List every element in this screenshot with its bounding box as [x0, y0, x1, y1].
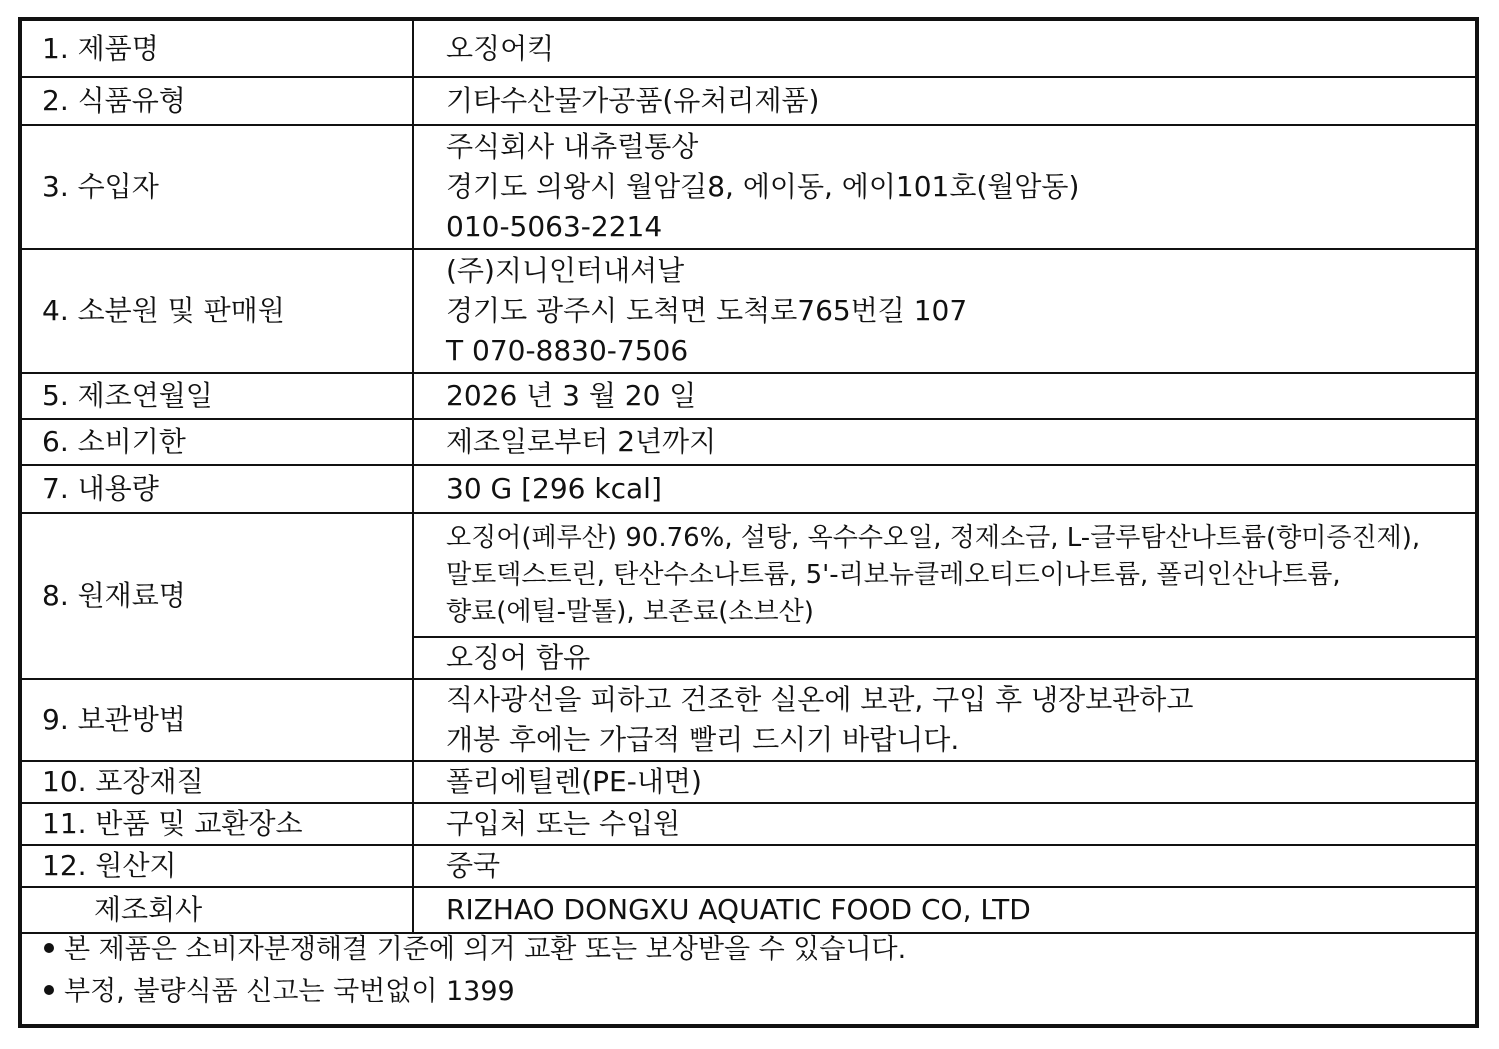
bullet-icon: [44, 985, 54, 995]
notice-list: [22, 929, 1475, 1013]
key-product-name: 1. 제품명: [22, 21, 413, 77]
key-packaging: 10. 포장재질: [22, 761, 413, 803]
value-line: 구입처 또는 수입원: [446, 807, 681, 840]
key-manufacture-date: 5. 제조연월일: [22, 373, 413, 419]
value-line: (주)지니인터내셔날: [446, 254, 685, 287]
row-distributor: [22, 249, 1475, 373]
bullet-icon: [44, 943, 54, 953]
row-importer: [22, 125, 1475, 249]
value-line: 2026 년 3 월 20 일: [446, 379, 697, 412]
row-manufacture-date: [22, 373, 1475, 419]
value-line: 직사광선을 피하고 건조한 실온에 보관, 구입 후 냉장보관하고: [446, 683, 1194, 716]
notice-item: [44, 971, 1475, 1013]
value-distributor: [413, 249, 1475, 373]
key-distributor: 4. 소분원 및 판매원: [22, 249, 413, 373]
value-ingredients: [413, 513, 1475, 637]
row-storage: [22, 679, 1475, 761]
value-manufacture-date: [413, 373, 1475, 419]
value-line: 제조일로부터 2년까지: [446, 425, 717, 458]
notice-text: 본 제품은 소비자분쟁해결 기준에 의거 교환 또는 보상받을 수 있습니다.: [64, 934, 907, 965]
allergen-text: 오징어 함유: [446, 641, 591, 674]
value-line: 기타수산물가공품(유처리제품): [446, 84, 820, 117]
value-line: 경기도 의왕시 월암길8, 에이동, 에이101호(월암동): [446, 170, 1080, 203]
value-line: 주식회사 내츄럴통상: [446, 130, 699, 163]
value-line: 중국: [446, 849, 501, 882]
value-manufacturer: [413, 887, 1475, 933]
value-packaging: [413, 761, 1475, 803]
key-return-place: 11. 반품 및 교환장소: [22, 803, 413, 845]
label-frame: [18, 17, 1479, 1028]
value-line: 개봉 후에는 가급적 빨리 드시기 바랍니다.: [446, 723, 960, 756]
value-food-type: [413, 77, 1475, 125]
key-ingredients: 8. 원재료명: [22, 513, 413, 679]
value-importer: [413, 125, 1475, 249]
key-storage: 9. 보관방법: [22, 679, 413, 761]
product-info-table: [22, 21, 1475, 934]
value-origin: [413, 845, 1475, 887]
row-net-content: [22, 465, 1475, 513]
row-expiry: [22, 419, 1475, 465]
value-line: 경기도 광주시 도척면 도척로765번길 107: [446, 294, 968, 327]
row-origin: [22, 845, 1475, 887]
value-net-content: [413, 465, 1475, 513]
value-storage: [413, 679, 1475, 761]
key-manufacturer: 제조회사: [22, 887, 413, 933]
value-line: 폴리에틸렌(PE-내면): [446, 765, 702, 798]
value-line: 오징어(페루산) 90.76%, 설탕, 옥수수오일, 정제소금, L-글루탐산나트륨(향미증진제),: [446, 522, 1421, 553]
notice-text: 부정, 불량식품 신고는 국번없이 1399: [64, 976, 515, 1007]
value-line: RIZHAO DONGXU AQUATIC FOOD CO, LTD: [446, 893, 1031, 926]
value-expiry: [413, 419, 1475, 465]
value-allergen: [413, 637, 1475, 679]
value-line: 010-5063-2214: [446, 210, 663, 243]
key-food-type: 2. 식품유형: [22, 77, 413, 125]
row-food-type: [22, 77, 1475, 125]
notice-item: [44, 929, 1475, 971]
row-product-name: [22, 21, 1475, 77]
row-return-place: [22, 803, 1475, 845]
row-packaging: [22, 761, 1475, 803]
value-return-place: [413, 803, 1475, 845]
row-manufacturer: [22, 887, 1475, 933]
value-line: 30 G [296 kcal]: [446, 472, 662, 505]
key-net-content: 7. 내용량: [22, 465, 413, 513]
key-origin: 12. 원산지: [22, 845, 413, 887]
row-ingredients: [22, 513, 1475, 637]
value-line: 향료(에틸-말톨), 보존료(소브산): [446, 596, 814, 627]
value-line: T 070-8830-7506: [446, 334, 689, 367]
value-line: 말토덱스트린, 탄산수소나트륨, 5'-리보뉴클레오티드이나트륨, 폴리인산나트륨,: [446, 559, 1341, 590]
value-product-name: [413, 21, 1475, 77]
key-importer: 3. 수입자: [22, 125, 413, 249]
key-expiry: 6. 소비기한: [22, 419, 413, 465]
value-line: 오징어킥: [446, 31, 555, 65]
